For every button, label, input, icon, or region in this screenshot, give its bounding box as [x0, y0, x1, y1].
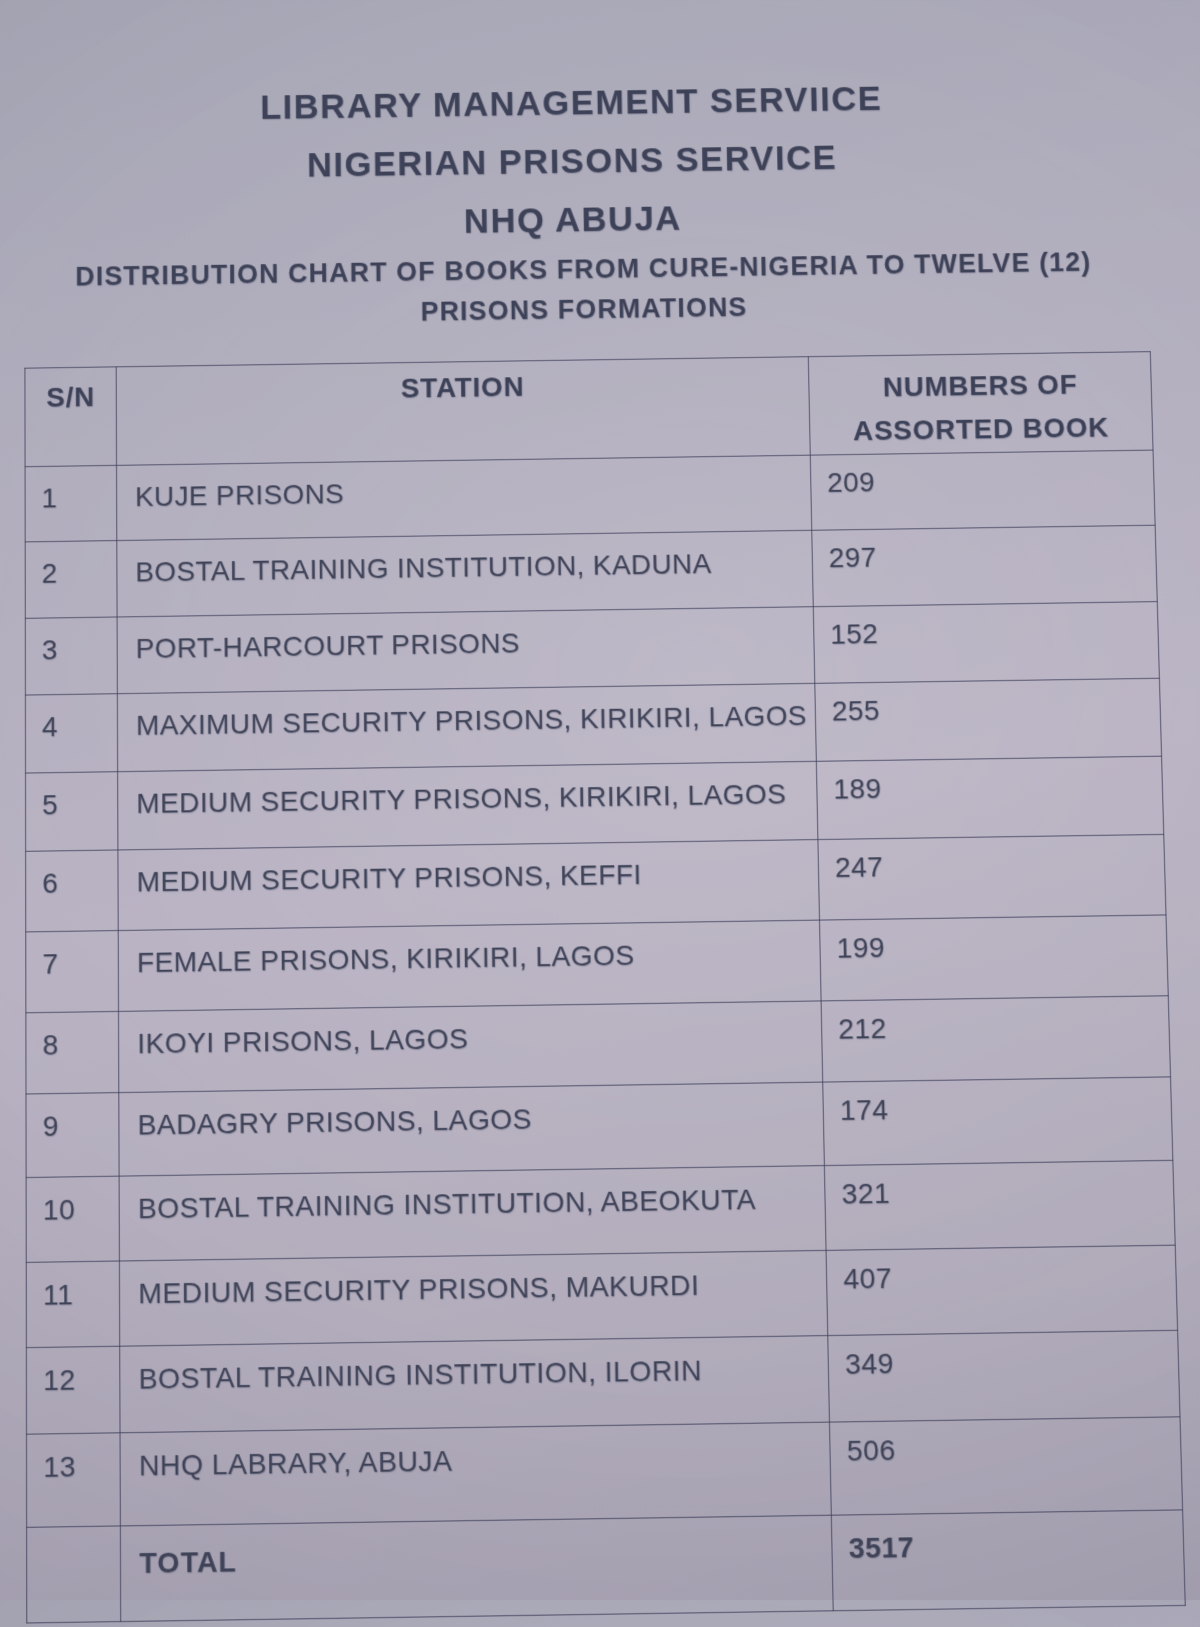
- header-numbers-line2: ASSORTED BOOK: [852, 411, 1110, 447]
- table-row: [26, 1417, 1182, 1528]
- books-cell: 174: [823, 1077, 1173, 1166]
- station-cell: BOSTAL TRAINING INSTITUTION, ABEOKUTA: [119, 1166, 826, 1261]
- subtitle-line-2: PRISONS FORMATIONS: [420, 292, 748, 327]
- station-cell: NHQ LABRARY, ABUJA: [120, 1422, 831, 1526]
- subtitle-line-1: DISTRIBUTION CHART OF BOOKS FROM CURE-NIGERIA TO TWELVE (12): [75, 247, 1092, 292]
- total-row: [27, 1510, 1186, 1623]
- station-cell: KUJE PRISONS: [117, 455, 812, 540]
- document-subtitle: [0, 241, 1169, 338]
- station-cell: MEDIUM SECURITY PRISONS, MAKURDI: [119, 1250, 827, 1346]
- title-line-2: NIGERIAN PRISONS SERVICE: [306, 138, 838, 185]
- books-cell: 506: [829, 1417, 1182, 1515]
- photographed-document: [0, 4, 1200, 1627]
- books-cell: 255: [815, 678, 1162, 761]
- sn-cell: 4: [25, 694, 117, 773]
- sn-cell: 5: [26, 772, 118, 852]
- title-line-1: LIBRARY MANAGEMENT SERVIICE: [260, 79, 883, 127]
- books-cell: 199: [819, 915, 1168, 1001]
- books-cell: 152: [813, 602, 1159, 684]
- sn-cell: 2: [25, 541, 117, 619]
- sn-cell: 3: [25, 617, 117, 695]
- station-cell: FEMALE PRISONS, KIRIKIRI, LAGOS: [118, 920, 821, 1011]
- total-empty-cell: [27, 1526, 121, 1623]
- sn-cell: 12: [26, 1346, 120, 1434]
- header-sn: S/N: [25, 367, 117, 467]
- total-value-cell: 3517: [831, 1510, 1185, 1611]
- station-cell: IKOYI PRISONS, LAGOS: [118, 1001, 822, 1093]
- header-numbers-of-assorted-book: [808, 352, 1153, 455]
- document-header: [0, 66, 1147, 258]
- sn-cell: 13: [26, 1433, 120, 1528]
- sn-cell: 1: [25, 465, 117, 542]
- books-cell: 407: [826, 1245, 1178, 1335]
- station-cell: MAXIMUM SECURITY PRISONS, KIRIKIRI, LAGOS: [117, 683, 816, 771]
- station-cell: MEDIUM SECURITY PRISONS, KIRIKIRI, LAGOS: [118, 761, 818, 850]
- books-cell: 189: [816, 756, 1163, 839]
- title-line-3: NHQ ABUJA: [463, 199, 682, 241]
- books-cell: 349: [828, 1330, 1180, 1422]
- sn-cell: 8: [26, 1011, 119, 1094]
- station-cell: PORT-HARCOURT PRISONS: [117, 607, 815, 694]
- sn-cell: 11: [26, 1261, 119, 1348]
- station-cell: BADAGRY PRISONS, LAGOS: [119, 1082, 825, 1176]
- station-cell: BOSTAL TRAINING INSTITUTION, KADUNA: [117, 530, 813, 617]
- table-header-row: [25, 352, 1153, 467]
- books-cell: 209: [810, 450, 1155, 530]
- sn-cell: 10: [26, 1176, 119, 1262]
- header-numbers-line1: NUMBERS OF: [882, 368, 1078, 403]
- books-cell: 247: [818, 834, 1166, 920]
- sn-cell: 7: [26, 931, 119, 1013]
- header-station: STATION: [116, 357, 810, 466]
- station-cell: MEDIUM SECURITY PRISONS, KEFFI: [118, 840, 820, 931]
- books-cell: 297: [812, 525, 1158, 606]
- sn-cell: 6: [26, 850, 119, 932]
- station-cell: BOSTAL TRAINING INSTITUTION, ILORIN: [120, 1336, 830, 1433]
- sn-cell: 9: [26, 1093, 119, 1178]
- total-label-cell: TOTAL: [120, 1515, 833, 1621]
- distribution-table: [24, 351, 1185, 1623]
- books-cell: 212: [821, 996, 1170, 1082]
- books-cell: 321: [824, 1160, 1175, 1250]
